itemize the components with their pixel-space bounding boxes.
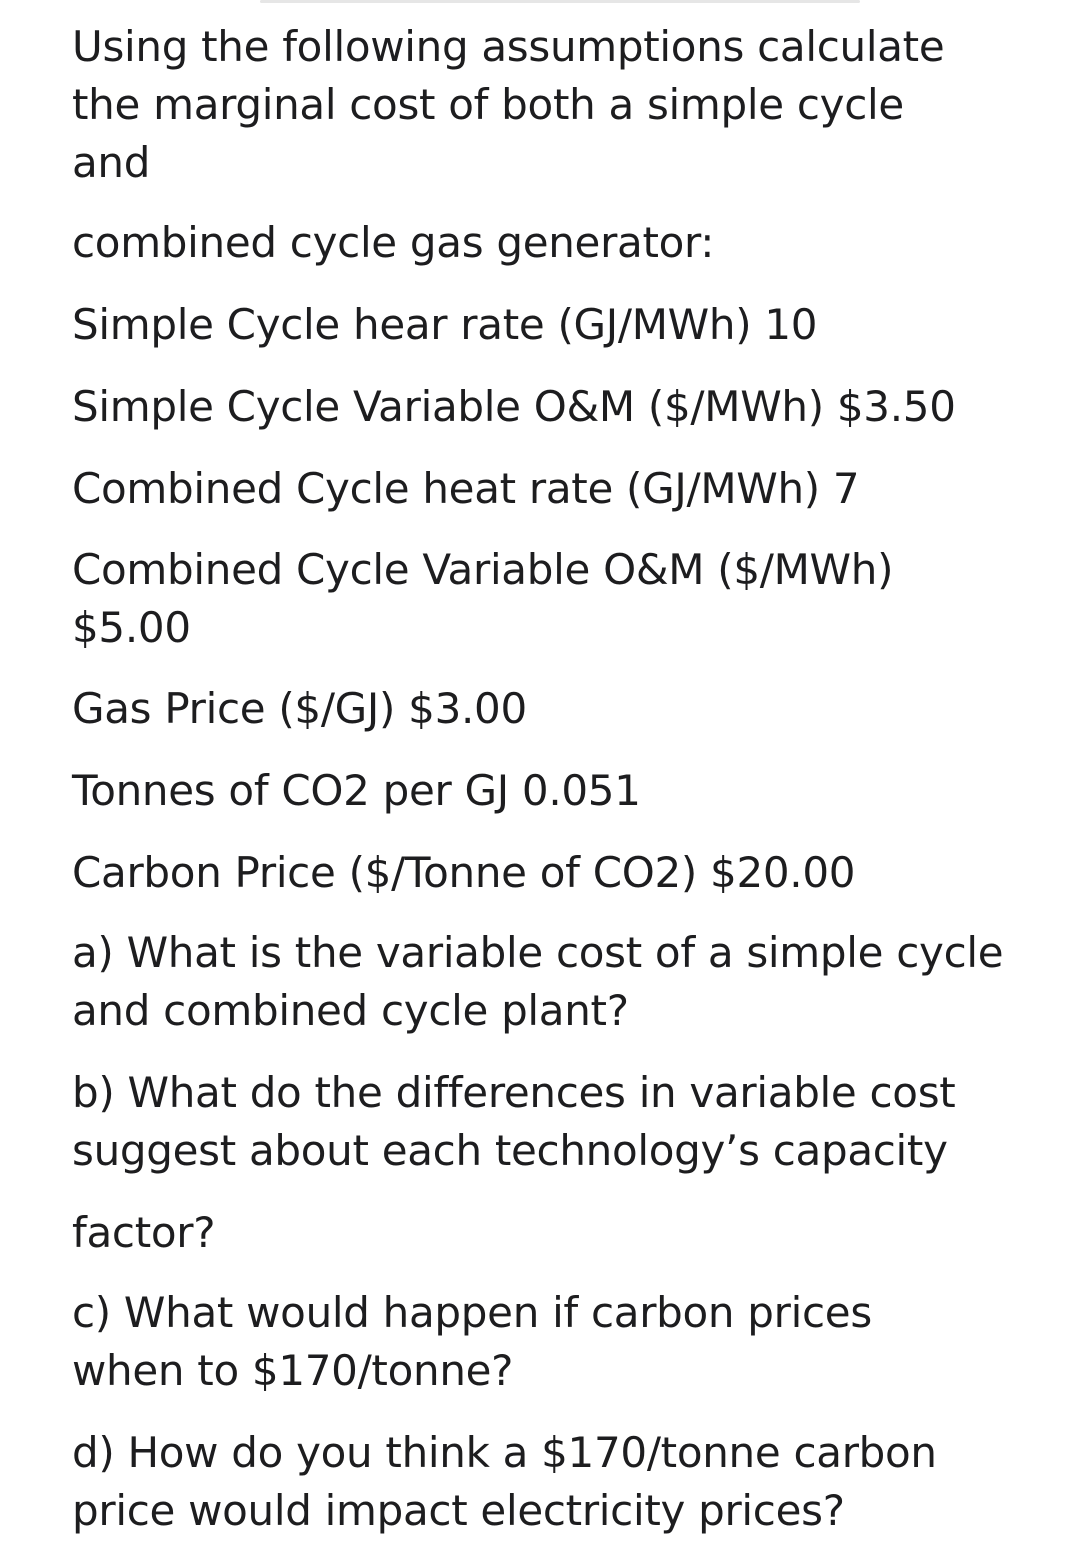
part-d-line: price would impact electricity prices? [72, 1486, 845, 1535]
assumption-simple-heat-rate: Simple Cycle hear rate (GJ/MWh) 10 [72, 300, 818, 349]
part-a [72, 924, 1003, 1040]
assumption-line: Combined Cycle Variable O&M ($/MWh) [72, 545, 894, 594]
assumption-combined-heat-rate: Combined Cycle heat rate (GJ/MWh) 7 [72, 464, 860, 513]
assumption-gas-price: Gas Price ($/GJ) $3.00 [72, 684, 527, 733]
intro-continuation: combined cycle gas generator: [72, 218, 715, 267]
intro-paragraph [72, 18, 944, 192]
part-a-line: a) What is the variable cost of a simple cycle [72, 928, 1004, 977]
top-divider [260, 0, 860, 3]
assumption-combined-om [72, 541, 893, 657]
part-b [72, 1064, 955, 1180]
intro-line: and [72, 138, 151, 187]
part-c-line: when to $170/tonne? [72, 1346, 514, 1395]
part-b-line: suggest about each technology’s capacity [72, 1126, 948, 1175]
assumption-co2-per-gj: Tonnes of CO2 per GJ 0.051 [72, 766, 641, 815]
part-a-line: and combined cycle plant? [72, 986, 629, 1035]
intro-line: Using the following assumptions calculate [72, 22, 945, 71]
part-b-continuation: factor? [72, 1208, 216, 1257]
intro-line: the marginal cost of both a simple cycle [72, 80, 904, 129]
part-b-line: b) What do the differences in variable cost [72, 1068, 956, 1117]
assumption-carbon-price: Carbon Price ($/Tonne of CO2) $20.00 [72, 848, 856, 897]
assumption-line: $5.00 [72, 603, 191, 652]
part-c [72, 1284, 872, 1400]
part-d [72, 1424, 937, 1540]
part-d-line: d) How do you think a $170/tonne carbon [72, 1428, 937, 1477]
assumption-simple-om: Simple Cycle Variable O&M ($/MWh) $3.50 [72, 382, 956, 431]
part-c-line: c) What would happen if carbon prices [72, 1288, 872, 1337]
